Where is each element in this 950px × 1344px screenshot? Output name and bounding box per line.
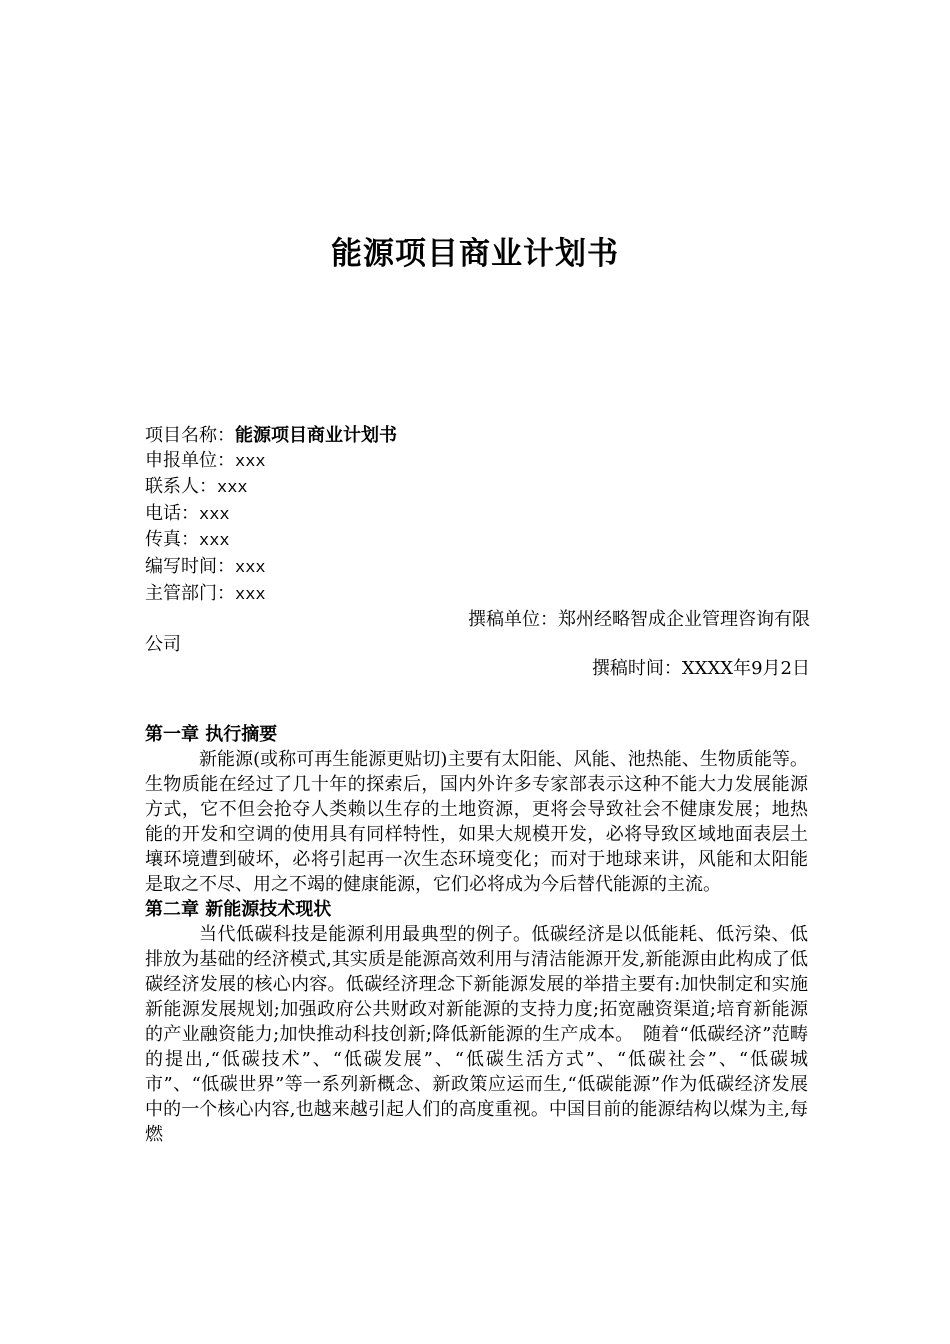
author-unit-line-cont: 公司 [145, 633, 181, 655]
department-line [145, 582, 810, 609]
project-name-line [145, 424, 810, 449]
chapter-2-paragraph: 当代低碳科技是能源利用最典型的例子。低碳经济是以低能耗、低污染、低排放为基础的经济模式,其实质是能源高效利用与清洁能源开发,新能源由此构成了低碳经济发展的核心内容。低碳经济理念下新能源发展的举措主要有:加快制定和实施新能源发展规划;加强政府公共财政对新能源的支持力度;拓宽融资渠道;培育新能源的产业融资能力;加快推动科技创新;降低新能源的生产成本。 随着“低碳经济”范畴的提出,“低碳技术”、“低碳发展”、“低碳生活方式”、“低碳社会”、“低碳城市”、“低碳世界”等一系列新概念、新政策应运而生,“低碳能源”作为低碳经济发展中的一个核心内容,也越来越引起人们的高度重视。中国目前的能源结构以煤为主,每燃 [145, 924, 808, 1145]
document-title: 能源项目商业计划书 [331, 236, 619, 272]
department-value: xxx [235, 585, 266, 605]
document-body [145, 722, 808, 1147]
contact-value: xxx [217, 479, 248, 499]
contact-line [145, 475, 810, 502]
fax-label: 传真： [145, 529, 199, 551]
project-name-value: 能源项目商业计划书 [235, 425, 397, 446]
project-name-label: 项目名称： [145, 425, 235, 446]
compile-date-line [145, 555, 810, 582]
contact-label: 联系人： [145, 476, 217, 498]
applicant-unit-label: 申报单位： [145, 449, 235, 471]
phone-value: xxx [199, 505, 230, 525]
applicant-unit-line [145, 449, 810, 476]
chapter-2-heading: 第二章 新能源技术现状 [145, 899, 332, 920]
compile-date-value: xxx [235, 558, 266, 578]
author-date-line: 撰稿时间：XXXX年9月2日 [591, 658, 810, 680]
chapter-1-heading: 第一章 执行摘要 [145, 724, 278, 745]
chapter-1-paragraph: 新能源(或称可再生能源更贴切)主要有太阳能、风能、池热能、生物质能等。生物质能在经过了几十年的探索后，国内外许多专家部表示这种不能大力发展能源方式，它不但会抢夺人类赖以生存的土地资源，更将会导致社会不健康发展；地热能的开发和空调的使用具有同样特性，如果大规模开发，必将导致区域地面表层土壤环境遭到破坏，必将引起再一次生态环境变化；而对于地球来讲，风能和太阳能是取之不尽、用之不竭的健康能源，它们必将成为今后替代能源的主流。 [145, 749, 808, 895]
applicant-unit-value: xxx [235, 452, 266, 472]
fax-value: xxx [199, 532, 230, 552]
compile-date-label: 编写时间： [145, 555, 235, 577]
phone-label: 电话： [145, 502, 199, 524]
phone-line [145, 502, 810, 529]
author-unit-line: 撰稿单位：郑州经略智成企业管理咨询有限 [468, 609, 810, 631]
department-label: 主管部门： [145, 582, 235, 604]
project-info-block [145, 424, 810, 682]
fax-line [145, 528, 810, 555]
